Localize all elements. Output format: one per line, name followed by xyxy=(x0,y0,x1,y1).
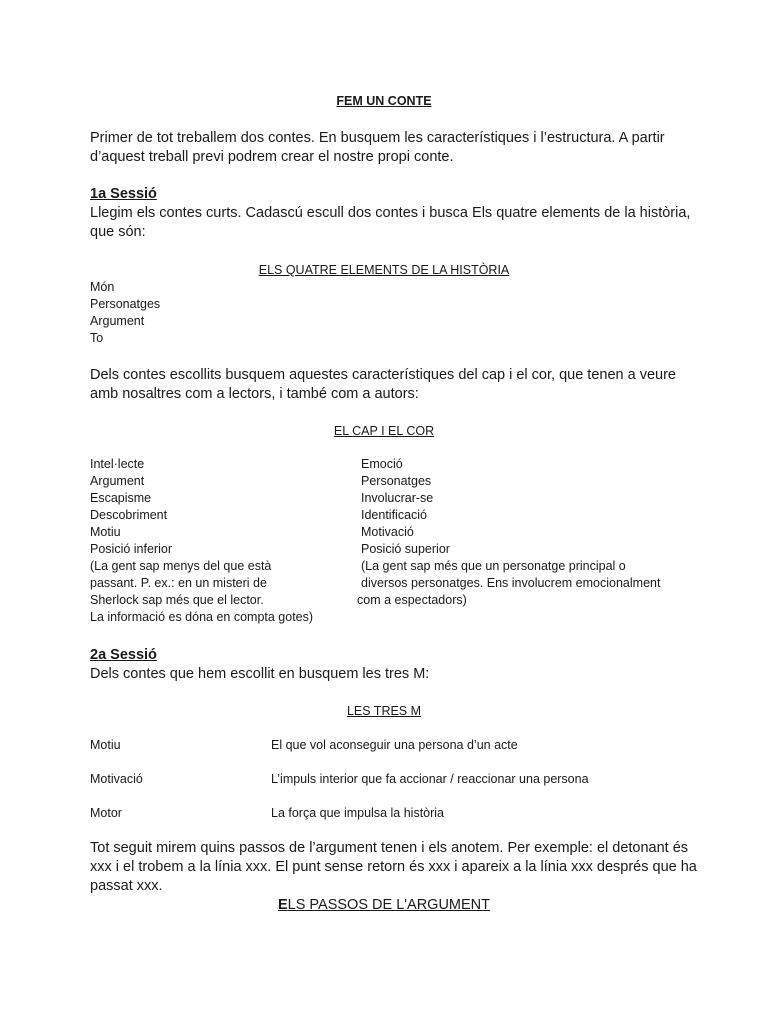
argument-intro-line-1: Tot seguit mirem quins passos de l’argument tenen i els anotem. Per exemple: el detonant és xyxy=(90,840,689,856)
tres-m-definition: L’impuls interior que fa accionar / reaccionar una persona xyxy=(271,772,589,786)
list-item: Motivació xyxy=(361,525,414,539)
list-item: Descobriment xyxy=(90,508,168,522)
list-item: Posició inferior xyxy=(90,542,172,556)
session-2-text: Dels contes que hem escollit en busquem les tres M: xyxy=(90,666,430,682)
cap-cor-intro-line-2: amb nosaltres com a lectors, i també com a autors: xyxy=(90,386,419,402)
list-item: Intel·lecte xyxy=(90,457,145,471)
list-item: Motiu xyxy=(90,525,121,539)
tres-m-definition: La força que impulsa la història xyxy=(271,806,445,820)
tres-m-definition: El que vol aconseguir una persona d’un acte xyxy=(271,738,518,752)
list-item: Escapisme xyxy=(90,491,152,505)
tres-m-term: Motiu xyxy=(90,738,121,752)
cap-column xyxy=(90,456,313,626)
list-item: Personatges xyxy=(361,474,432,488)
list-item: Posició superior xyxy=(361,542,450,556)
four-elements-heading: ELS QUATRE ELEMENTS DE LA HISTÒRIA xyxy=(258,263,510,277)
argument-intro-line-2: xxx i el trobem a la línia xxx. El punt sense retorn és xxx i apareix a la línia xxx després que ha xyxy=(90,859,697,875)
list-item: Argument xyxy=(90,314,145,328)
passos-heading xyxy=(0,896,768,915)
list-item: (La gent sap més que un personatge principal o xyxy=(361,559,626,573)
argument-intro-line-3: passat xxx. xyxy=(90,878,163,894)
tres-m-term: Motor xyxy=(90,806,122,820)
list-item: Involucrar-se xyxy=(361,491,434,505)
list-item: To xyxy=(90,331,104,345)
cap-cor-intro-line-1: Dels contes escollits busquem aquestes característiques del cap i el cor, que tenen a veure xyxy=(90,367,676,383)
list-item: Personatges xyxy=(90,297,161,311)
intro-line-1: Primer de tot treballem dos contes. En busquem les característiques i l’estructura. A partir xyxy=(90,130,665,146)
passos-heading-rest: LS PASSOS DE L'ARGUMENT xyxy=(287,897,490,913)
session-1-text-line-2: que són: xyxy=(90,224,146,240)
list-item: Sherlock sap més que el lector. xyxy=(90,593,264,607)
list-item: passant. P. ex.: en un misteri de xyxy=(90,576,267,590)
cap-cor-heading: EL CAP I EL COR xyxy=(333,424,435,438)
list-item: diversos personatges. Ens involucrem emocionalment xyxy=(361,576,661,590)
tres-m-term: Motivació xyxy=(90,772,143,786)
list-item: Món xyxy=(90,280,115,294)
passos-heading-initial: E xyxy=(278,897,288,913)
list-item: (La gent sap menys del que està xyxy=(90,559,272,573)
intro-line-2: d’aquest treball previ podrem crear el nostre propi conte. xyxy=(90,149,454,165)
list-item: com a espectadors) xyxy=(357,593,467,607)
session-1-text-line-1: Llegim els contes curts. Cadascú escull dos contes i busca Els quatre elements de la història, xyxy=(90,205,691,221)
document-title: FEM UN CONTE xyxy=(336,94,432,108)
tres-m-heading: LES TRES M xyxy=(346,704,422,718)
list-item: Argument xyxy=(90,474,145,488)
list-item: Identificació xyxy=(361,508,428,522)
list-item: La informació es dóna en compta gotes) xyxy=(90,610,314,624)
cor-column xyxy=(357,456,661,609)
list-item: Emoció xyxy=(361,457,403,471)
four-elements-list xyxy=(90,279,160,347)
session-1-heading: 1a Sessió xyxy=(90,186,157,202)
session-2-heading: 2a Sessió xyxy=(90,647,157,663)
